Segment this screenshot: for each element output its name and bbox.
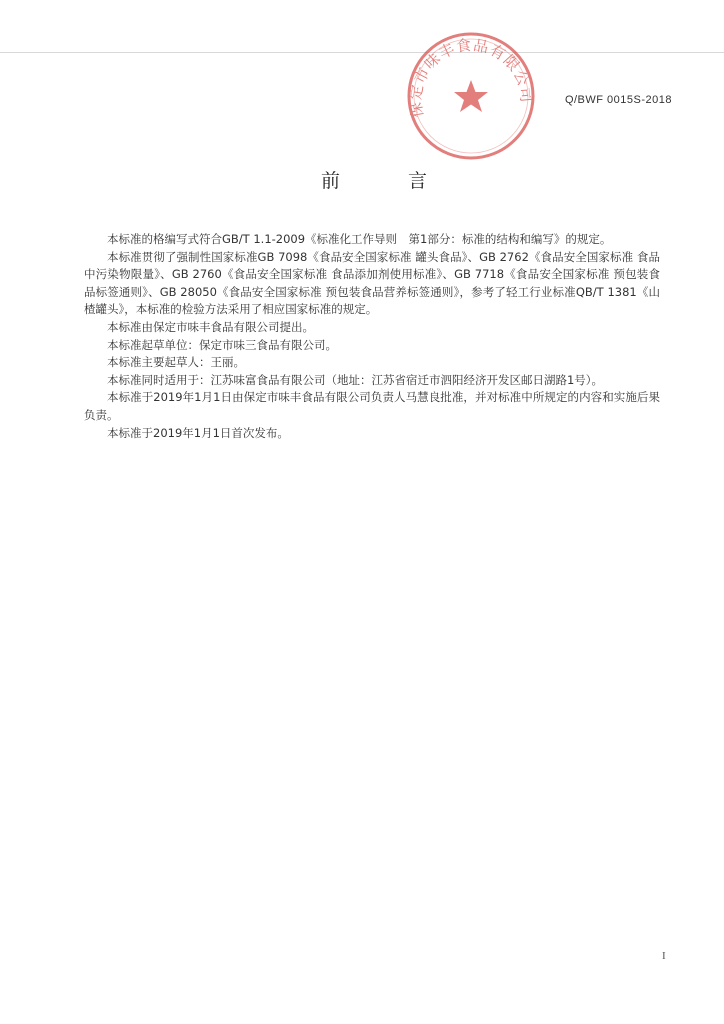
standard-code: Q/BWF 0015S-2018: [564, 94, 672, 106]
svg-text:保定市味丰食品有限公司: 保定市味丰食品有限公司: [406, 35, 536, 119]
paragraph-drafter: 本标准主要起草人：王丽。: [107, 355, 245, 370]
paragraph-first-release: 本标准于2019年1月1日首次发布。: [107, 425, 289, 440]
paragraph-format: 本标准的格编写式符合GB/T 1.1-2009《标准化工作导则 第1部分：标准的结构和编写》的规定。: [107, 232, 612, 246]
paragraph-also-applies: 本标准同时适用于：江苏味富食品有限公司（地址：江苏省宿迁市泗阳经济开发区邮日湖路1号）。: [107, 372, 604, 387]
page-number: I: [662, 950, 666, 962]
paragraph-drafting-unit: 本标准起草单位：保定市味三食品有限公司。: [107, 337, 337, 352]
header-rule: [0, 52, 724, 53]
title-char-1: 前: [321, 170, 341, 192]
paragraph-proposer: 本标准由保定市味丰食品有限公司提出。: [107, 319, 314, 334]
foreword-body: [84, 231, 660, 442]
company-seal-stamp: [405, 30, 537, 162]
paragraph-mandatory-standards: 本标准贯彻了强制性国家标准GB 7098《食品安全国家标准 罐头食品》、GB 2762《食品安全国家标准 食品中污染物限量》、GB 2760《食品安全国家标准 食品添加剂使用标准》、GB 7718《食品安全国家标准 预包装食品标签通则》、GB 28050《食品安全国家标准 预包装食品营养标签通则》，参考了轻工行业标准QB/T 1381《山楂罐头》，本标准的检验方法采用了相应国家标准的规定。: [84, 249, 660, 317]
title-char-2: 言: [408, 170, 428, 192]
paragraph-approval: 本标准于2019年1月1日由保定市味丰食品有限公司负责人马慧良批准，并对标准中所规定的内容和实施后果负责。: [84, 390, 660, 422]
